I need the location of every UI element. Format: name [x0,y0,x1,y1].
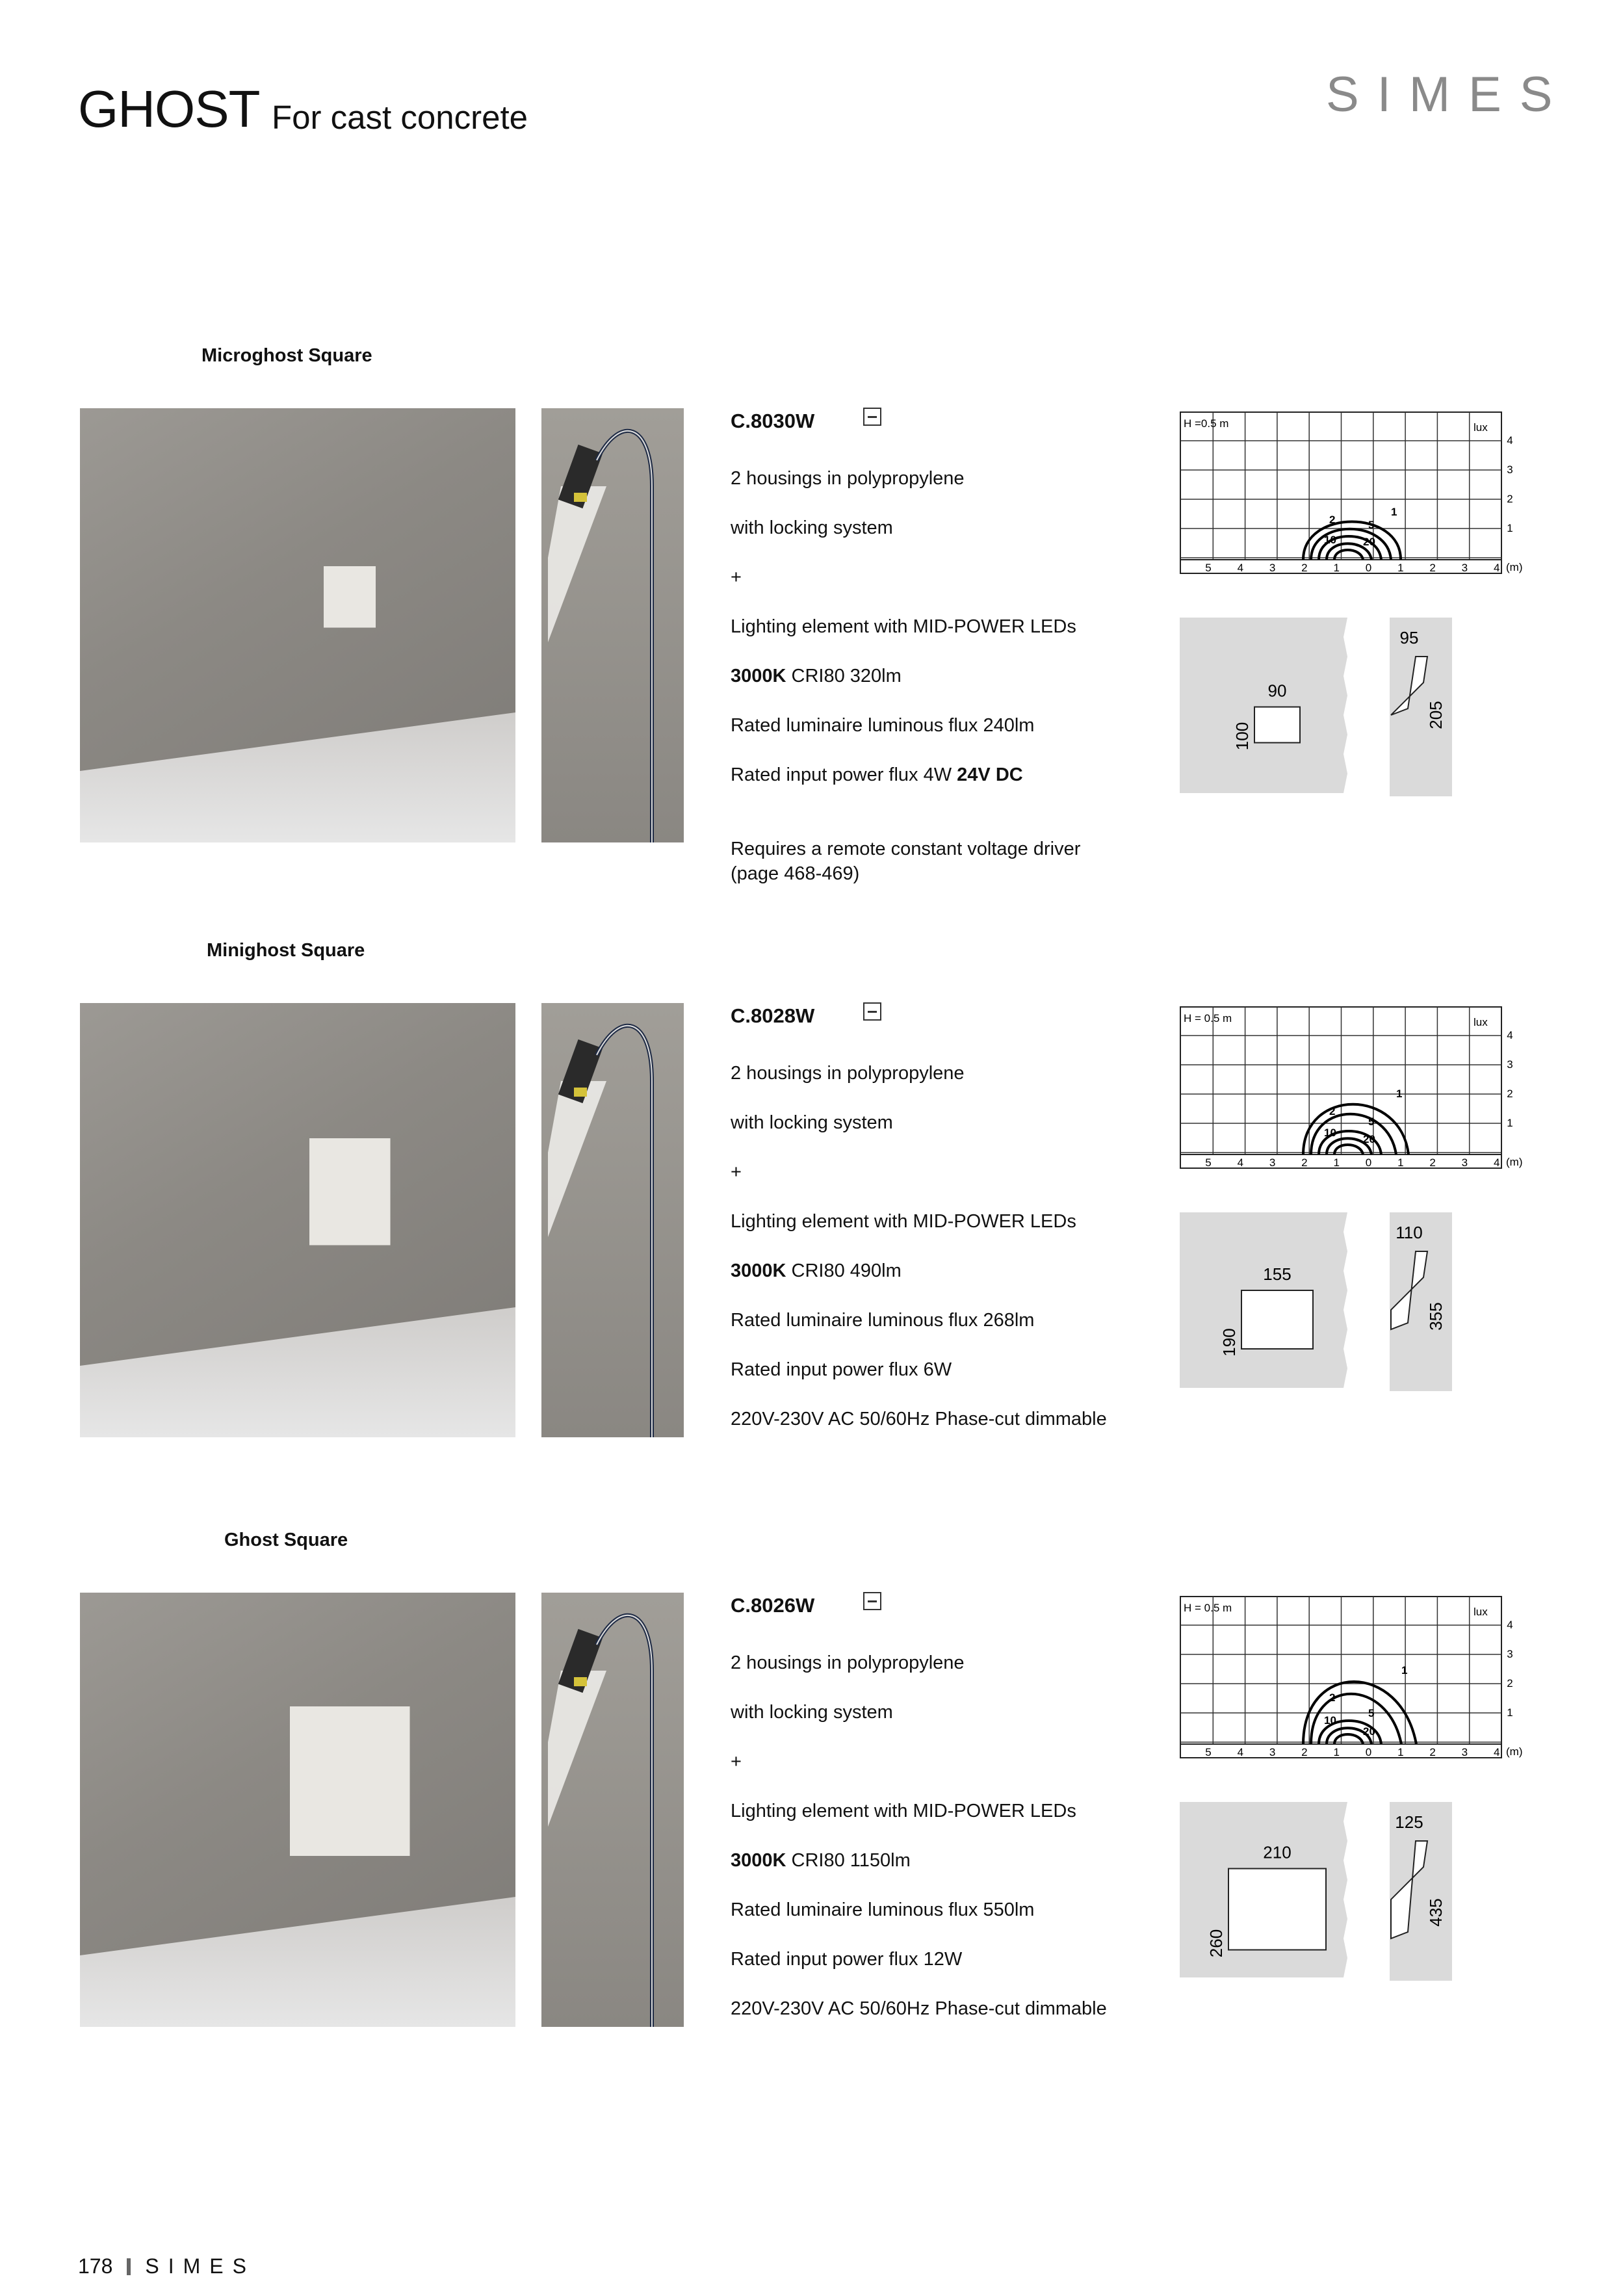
desc-line: + [731,1751,742,1772]
desc-extra: 220V-230V AC 50/60Hz Phase-cut dimmable [731,1998,1107,2019]
recessed-icon [863,408,881,426]
contour-label: 2 [1329,1105,1336,1117]
contour-label: 5 [1368,519,1375,531]
side-height: 205 [1426,701,1446,729]
page-title: GHOST [78,80,260,138]
x-tick: 2 [1301,1156,1308,1169]
side-depth: 125 [1395,1812,1423,1832]
desc-line: Rated luminaire luminous flux 240lm [731,715,1035,736]
section-photo [541,408,684,842]
y-tick: 2 [1507,493,1513,505]
front-dimension-diagram [1180,618,1349,800]
fixture-section-drawing [541,1003,684,1437]
contour-label: 10 [1324,1127,1336,1139]
diagram-unit-m: (m) [1506,561,1523,573]
desc-line: 2 housings in polypropylene [731,468,965,489]
desc-line: with locking system [731,517,893,538]
brand-logo: SIMES [1326,67,1571,122]
x-tick: 2 [1301,1746,1308,1758]
page-subtitle: For cast concrete [272,99,528,136]
y-tick: 4 [1507,1029,1513,1041]
contour-label: 10 [1324,1714,1336,1727]
x-tick: 3 [1269,1156,1276,1169]
photo-floor [80,1897,515,2027]
x-tick: 4 [1493,1746,1500,1758]
x-tick: 3 [1461,1156,1468,1169]
desc-line: Rated luminaire luminous flux 550lm [731,1899,1035,1920]
y-tick: 1 [1507,522,1513,534]
product-code: C.8026W [731,1594,815,1617]
x-tick: 2 [1429,1156,1436,1169]
diagram-height: H = 0.5 m [1184,1012,1232,1024]
product-description [731,1036,1186,1456]
photo-floor [80,1307,515,1437]
contour-label: 20 [1363,1725,1375,1738]
product-description [731,441,1186,911]
diagram-unit-lux: lux [1474,1606,1488,1618]
x-tick: 4 [1237,1156,1244,1169]
front-width: 210 [1263,1842,1292,1862]
desc-line-cct [731,1848,1186,1873]
contour-label: 2 [1329,514,1336,526]
side-dimension-diagram [1390,1212,1455,1394]
x-tick: 5 [1205,1156,1212,1169]
front-dimension-diagram [1180,1212,1349,1394]
y-tick: 3 [1507,1648,1513,1660]
fixture-section-drawing [541,408,684,842]
footer-brand: SIMES [145,2254,255,2278]
x-tick: 0 [1365,1746,1372,1758]
side-height: 435 [1426,1898,1446,1927]
x-tick: 4 [1493,562,1500,574]
contour-label: 1 [1391,506,1397,518]
contour-label: 5 [1368,1707,1375,1719]
y-tick: 3 [1507,463,1513,476]
x-tick: 1 [1397,1156,1404,1169]
desc-line-cct [731,664,1186,688]
desc-line: 2 housings in polypropylene [731,1063,965,1084]
x-tick: 1 [1333,1746,1340,1758]
product-name: Ghost Square [224,1530,348,1550]
front-width: 90 [1267,681,1287,701]
cct-value: 3000K [731,1260,786,1281]
section-photo [541,1003,684,1437]
front-width: 155 [1263,1264,1292,1284]
recessed-light [324,566,376,628]
side-dimension-diagram [1390,1802,1455,1984]
desc-line: Lighting element with MID-POWER LEDs [731,1211,1076,1232]
product-photo [80,1003,515,1437]
contour-label: 2 [1329,1691,1336,1704]
y-tick: 2 [1507,1088,1513,1100]
product-photo [80,408,515,842]
product-description [731,1626,1186,2046]
y-tick: 4 [1507,1619,1513,1631]
x-tick: 4 [1237,1746,1244,1758]
contour-label: 20 [1363,536,1375,548]
desc-line: Lighting element with MID-POWER LEDs [731,1801,1076,1821]
x-tick: 5 [1205,562,1212,574]
diagram-unit-m: (m) [1506,1745,1523,1758]
side-dimension-diagram [1390,618,1455,800]
x-tick: 2 [1429,1746,1436,1758]
diagram-height: H = 0.5 m [1184,1602,1232,1614]
diagram-height: H =0.5 m [1184,417,1229,430]
desc-line: 2 housings in polypropylene [731,1652,965,1673]
front-height: 190 [1219,1328,1239,1357]
fixture-section-drawing [541,1593,684,2027]
desc-line: Rated luminaire luminous flux 268lm [731,1310,1035,1331]
contour-label: 20 [1363,1133,1375,1145]
product-name: Minighost Square [207,940,365,961]
side-depth: 95 [1399,628,1419,647]
section-photo [541,1593,684,2027]
photometric-diagram [1180,1006,1531,1172]
y-tick: 1 [1507,1706,1513,1719]
photometric-diagram [1180,411,1531,577]
cri-flux: CRI80 1150lm [786,1850,911,1871]
desc-line: with locking system [731,1702,893,1723]
desc-line-power [731,1947,1186,1972]
x-tick: 2 [1429,562,1436,574]
power-value: Rated input power flux 4W [731,764,957,785]
desc-line-power [731,763,1186,787]
desc-line: + [731,1162,742,1182]
product-code: C.8030W [731,410,815,432]
x-tick: 3 [1461,562,1468,574]
y-tick: 2 [1507,1677,1513,1689]
contour-label: 1 [1401,1664,1408,1676]
x-tick: 2 [1301,562,1308,574]
desc-line-power [731,1357,1186,1382]
x-tick: 1 [1333,1156,1340,1169]
product-code: C.8028W [731,1004,815,1027]
x-tick: 4 [1493,1156,1500,1169]
recessed-light [290,1706,410,1856]
power-voltage: 24V DC [957,764,1023,785]
y-tick: 1 [1507,1117,1513,1129]
recessed-icon [863,1002,881,1021]
x-tick: 4 [1237,562,1244,574]
cri-flux: CRI80 320lm [786,666,902,686]
desc-extra: Requires a remote constant voltage driver (page 468-469) [731,839,1081,884]
x-tick: 1 [1397,1746,1404,1758]
diagram-unit-lux: lux [1474,1016,1488,1028]
power-value: Rated input power flux 6W [731,1359,952,1380]
contour-label: 5 [1368,1115,1375,1128]
footer-divider [127,2258,131,2275]
contour-label: 10 [1324,534,1336,546]
front-dimension-diagram [1180,1802,1349,1984]
side-height: 355 [1426,1302,1446,1331]
recessed-light [309,1138,391,1246]
y-tick: 3 [1507,1058,1513,1071]
diagram-unit-m: (m) [1506,1156,1523,1168]
photometric-diagram [1180,1596,1531,1762]
recessed-icon [863,1592,881,1610]
x-tick: 3 [1269,1746,1276,1758]
power-value: Rated input power flux 12W [731,1949,963,1970]
front-height: 100 [1232,722,1252,751]
x-tick: 1 [1397,562,1404,574]
product-name: Microghost Square [201,345,372,366]
x-tick: 1 [1333,562,1340,574]
desc-extra: 220V-230V AC 50/60Hz Phase-cut dimmable [731,1409,1107,1429]
desc-line-cct [731,1259,1186,1283]
cri-flux: CRI80 490lm [786,1260,902,1281]
x-tick: 3 [1461,1746,1468,1758]
x-tick: 5 [1205,1746,1212,1758]
page-footer [78,2256,255,2276]
desc-line: + [731,567,742,588]
side-depth: 110 [1396,1223,1423,1242]
front-height: 260 [1206,1929,1226,1958]
page-number: 178 [78,2254,113,2278]
desc-line: with locking system [731,1112,893,1133]
photo-floor [80,712,515,842]
product-photo [80,1593,515,2027]
diagram-unit-lux: lux [1474,421,1488,434]
contour-label: 1 [1396,1088,1403,1100]
x-tick: 0 [1365,562,1372,574]
cct-value: 3000K [731,1850,786,1871]
y-tick: 4 [1507,434,1513,447]
x-tick: 3 [1269,562,1276,574]
cct-value: 3000K [731,666,786,686]
desc-line: Lighting element with MID-POWER LEDs [731,616,1076,637]
x-tick: 0 [1365,1156,1372,1169]
